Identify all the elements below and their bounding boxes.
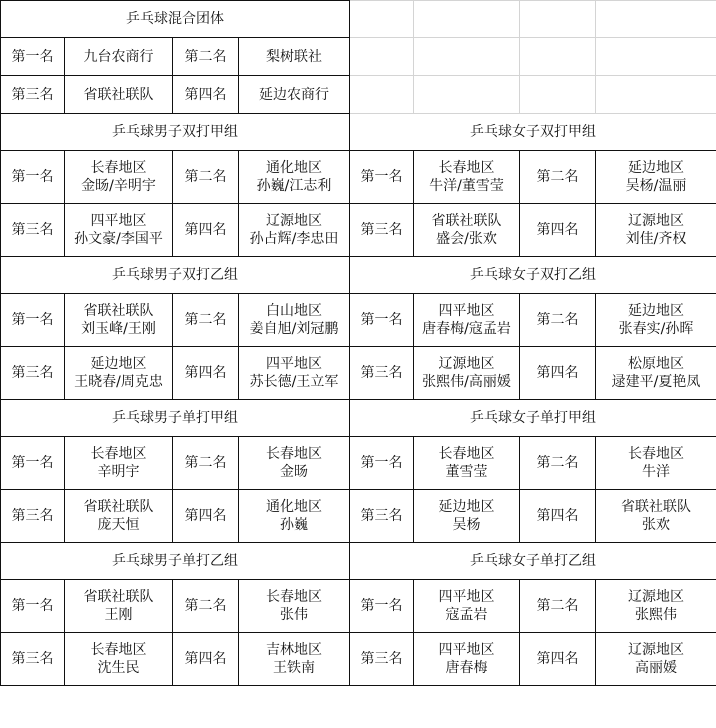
section-title-women-doubles-b: 乒乓球女子双打乙组 xyxy=(350,257,716,294)
empty-cell xyxy=(520,1,596,38)
player-names: 孙巍 xyxy=(280,517,308,533)
result-cell xyxy=(414,437,520,490)
rank-label: 第二名 xyxy=(173,580,239,633)
result-cell xyxy=(239,204,350,257)
rank-label: 第二名 xyxy=(520,151,596,204)
region-name: 长春地区 xyxy=(90,160,147,176)
result-cell xyxy=(65,633,173,686)
empty-cell xyxy=(350,1,414,38)
region-name: 通化地区 xyxy=(266,499,322,515)
region-name: 辽源地区 xyxy=(628,589,684,605)
player-names: 孙文豪/李国平 xyxy=(74,231,163,247)
region-name: 白山地区 xyxy=(266,303,322,319)
result-cell xyxy=(596,490,716,543)
section-title-women-singles-b: 乒乓球女子单打乙组 xyxy=(350,543,716,580)
region-name: 通化地区 xyxy=(266,160,322,176)
result-cell xyxy=(596,204,716,257)
region-name: 延边地区 xyxy=(438,499,495,515)
team-name: 九台农商行 xyxy=(65,38,173,76)
rank-label: 第四名 xyxy=(520,633,596,686)
player-names: 沈生民 xyxy=(97,660,140,676)
rank-label: 第三名 xyxy=(1,633,65,686)
region-name: 长春地区 xyxy=(628,446,684,462)
region-name: 省联社联队 xyxy=(83,499,154,515)
team-name: 延边农商行 xyxy=(239,76,350,114)
player-names: 高丽媛 xyxy=(635,660,677,676)
player-names: 唐春梅/寇孟岩 xyxy=(422,321,511,337)
result-cell xyxy=(239,633,350,686)
result-cell xyxy=(596,437,716,490)
rank-label: 第二名 xyxy=(520,437,596,490)
region-name: 长春地区 xyxy=(438,446,495,462)
rank-label: 第三名 xyxy=(350,347,414,400)
rank-label: 第一名 xyxy=(350,151,414,204)
empty-cell xyxy=(596,1,716,38)
result-cell xyxy=(414,204,520,257)
region-name: 辽源地区 xyxy=(628,213,684,229)
rank-label: 第一名 xyxy=(1,437,65,490)
rank-label: 第二名 xyxy=(173,38,239,76)
player-names: 王铁南 xyxy=(273,660,315,676)
empty-cell xyxy=(414,76,520,114)
player-names: 庞天恒 xyxy=(97,517,140,533)
region-name: 松原地区 xyxy=(628,356,684,372)
rank-label: 第三名 xyxy=(1,76,65,114)
player-names: 孙占辉/李忠田 xyxy=(249,231,339,247)
region-name: 省联社联队 xyxy=(83,589,154,605)
result-cell xyxy=(239,347,350,400)
player-names: 张春实/孙晖 xyxy=(618,321,694,337)
player-names: 张熙伟 xyxy=(635,607,677,623)
result-cell xyxy=(596,347,716,400)
result-cell xyxy=(414,490,520,543)
rank-label: 第三名 xyxy=(350,633,414,686)
team-name: 省联社联队 xyxy=(65,76,173,114)
result-cell xyxy=(65,294,173,347)
result-cell xyxy=(596,633,716,686)
player-names: 王晓春/周克忠 xyxy=(74,374,163,390)
rank-label: 第一名 xyxy=(350,294,414,347)
region-name: 长春地区 xyxy=(266,589,322,605)
player-names: 王刚 xyxy=(104,607,133,623)
result-cell xyxy=(239,151,350,204)
player-names: 金旸/辛明宇 xyxy=(81,178,156,194)
rank-label: 第二名 xyxy=(520,580,596,633)
result-cell xyxy=(65,151,173,204)
region-name: 省联社联队 xyxy=(621,499,691,515)
player-names: 刘佳/齐权 xyxy=(625,231,687,247)
rank-label: 第二名 xyxy=(173,437,239,490)
rank-label: 第四名 xyxy=(173,347,239,400)
rank-label: 第三名 xyxy=(350,204,414,257)
region-name: 延边地区 xyxy=(90,356,147,372)
result-cell xyxy=(596,580,716,633)
rank-label: 第二名 xyxy=(173,294,239,347)
rank-label: 第四名 xyxy=(520,490,596,543)
player-names: 逯建平/夏艳凤 xyxy=(611,374,701,390)
region-name: 延边地区 xyxy=(628,303,684,319)
player-names: 张欢 xyxy=(642,517,670,533)
region-name: 四平地区 xyxy=(90,213,147,229)
rank-label: 第二名 xyxy=(520,294,596,347)
result-cell xyxy=(65,580,173,633)
team-name: 梨树联社 xyxy=(239,38,350,76)
rank-label: 第二名 xyxy=(173,151,239,204)
result-cell xyxy=(65,490,173,543)
region-name: 长春地区 xyxy=(90,642,147,658)
empty-cell xyxy=(414,1,520,38)
player-names: 孙巍/江志利 xyxy=(256,178,332,194)
result-cell xyxy=(414,151,520,204)
player-names: 金旸 xyxy=(280,464,308,480)
result-cell xyxy=(414,347,520,400)
rank-label: 第一名 xyxy=(350,437,414,490)
empty-cell xyxy=(350,76,414,114)
player-names: 张熙伟/高丽媛 xyxy=(422,374,511,390)
empty-cell xyxy=(414,38,520,76)
region-name: 吉林地区 xyxy=(266,642,322,658)
region-name: 长春地区 xyxy=(438,160,495,176)
region-name: 辽源地区 xyxy=(266,213,322,229)
result-cell xyxy=(596,151,716,204)
rank-label: 第四名 xyxy=(520,204,596,257)
region-name: 省联社联队 xyxy=(83,303,154,319)
region-name: 四平地区 xyxy=(438,303,495,319)
section-title-men-singles-b: 乒乓球男子单打乙组 xyxy=(1,543,350,580)
player-names: 牛洋 xyxy=(642,464,670,480)
region-name: 长春地区 xyxy=(90,446,147,462)
region-name: 辽源地区 xyxy=(628,642,684,658)
player-names: 董雪莹 xyxy=(445,464,488,480)
result-cell xyxy=(414,294,520,347)
rank-label: 第三名 xyxy=(1,347,65,400)
empty-cell xyxy=(520,76,596,114)
result-cell xyxy=(239,294,350,347)
rank-label: 第三名 xyxy=(1,204,65,257)
rank-label: 第一名 xyxy=(1,38,65,76)
player-names: 刘玉峰/王刚 xyxy=(81,321,156,337)
section-title-mixed-team: 乒乓球混合团体 xyxy=(1,1,350,38)
region-name: 四平地区 xyxy=(438,589,495,605)
region-name: 延边地区 xyxy=(628,160,684,176)
empty-cell xyxy=(596,38,716,76)
rank-label: 第四名 xyxy=(173,76,239,114)
region-name: 四平地区 xyxy=(438,642,495,658)
player-names: 姜自旭/刘冠鹏 xyxy=(249,321,339,337)
empty-cell xyxy=(350,38,414,76)
rank-label: 第一名 xyxy=(1,580,65,633)
empty-cell xyxy=(596,76,716,114)
region-name: 四平地区 xyxy=(266,356,322,372)
rank-label: 第三名 xyxy=(350,490,414,543)
region-name: 省联社联队 xyxy=(431,213,502,229)
section-title-women-doubles-a: 乒乓球女子双打甲组 xyxy=(350,114,716,151)
rank-label: 第一名 xyxy=(350,580,414,633)
region-name: 长春地区 xyxy=(266,446,322,462)
player-names: 辛明宇 xyxy=(97,464,140,480)
rank-label: 第四名 xyxy=(173,633,239,686)
rank-label: 第一名 xyxy=(1,294,65,347)
rank-label: 第四名 xyxy=(173,204,239,257)
player-names: 牛洋/董雪莹 xyxy=(429,178,504,194)
player-names: 盛会/张欢 xyxy=(436,231,497,247)
player-names: 唐春梅 xyxy=(445,660,488,676)
player-names: 寇孟岩 xyxy=(445,607,488,623)
result-cell xyxy=(414,633,520,686)
player-names: 吴杨 xyxy=(452,517,481,533)
empty-cell xyxy=(520,38,596,76)
rank-label: 第一名 xyxy=(1,151,65,204)
result-cell xyxy=(239,437,350,490)
result-cell xyxy=(596,294,716,347)
section-title-women-singles-a: 乒乓球女子单打甲组 xyxy=(350,400,716,437)
result-cell xyxy=(414,580,520,633)
result-cell xyxy=(65,204,173,257)
region-name: 辽源地区 xyxy=(438,356,495,372)
result-cell xyxy=(239,490,350,543)
player-names: 张伟 xyxy=(280,607,308,623)
player-names: 吴杨/温丽 xyxy=(625,178,687,194)
section-title-men-doubles-b: 乒乓球男子双打乙组 xyxy=(1,257,350,294)
rank-label: 第四名 xyxy=(173,490,239,543)
result-cell xyxy=(239,580,350,633)
section-title-men-doubles-a: 乒乓球男子双打甲组 xyxy=(1,114,350,151)
result-cell xyxy=(65,347,173,400)
section-title-men-singles-a: 乒乓球男子单打甲组 xyxy=(1,400,350,437)
rank-label: 第三名 xyxy=(1,490,65,543)
rank-label: 第四名 xyxy=(520,347,596,400)
player-names: 苏长德/王立军 xyxy=(249,374,339,390)
result-cell xyxy=(65,437,173,490)
